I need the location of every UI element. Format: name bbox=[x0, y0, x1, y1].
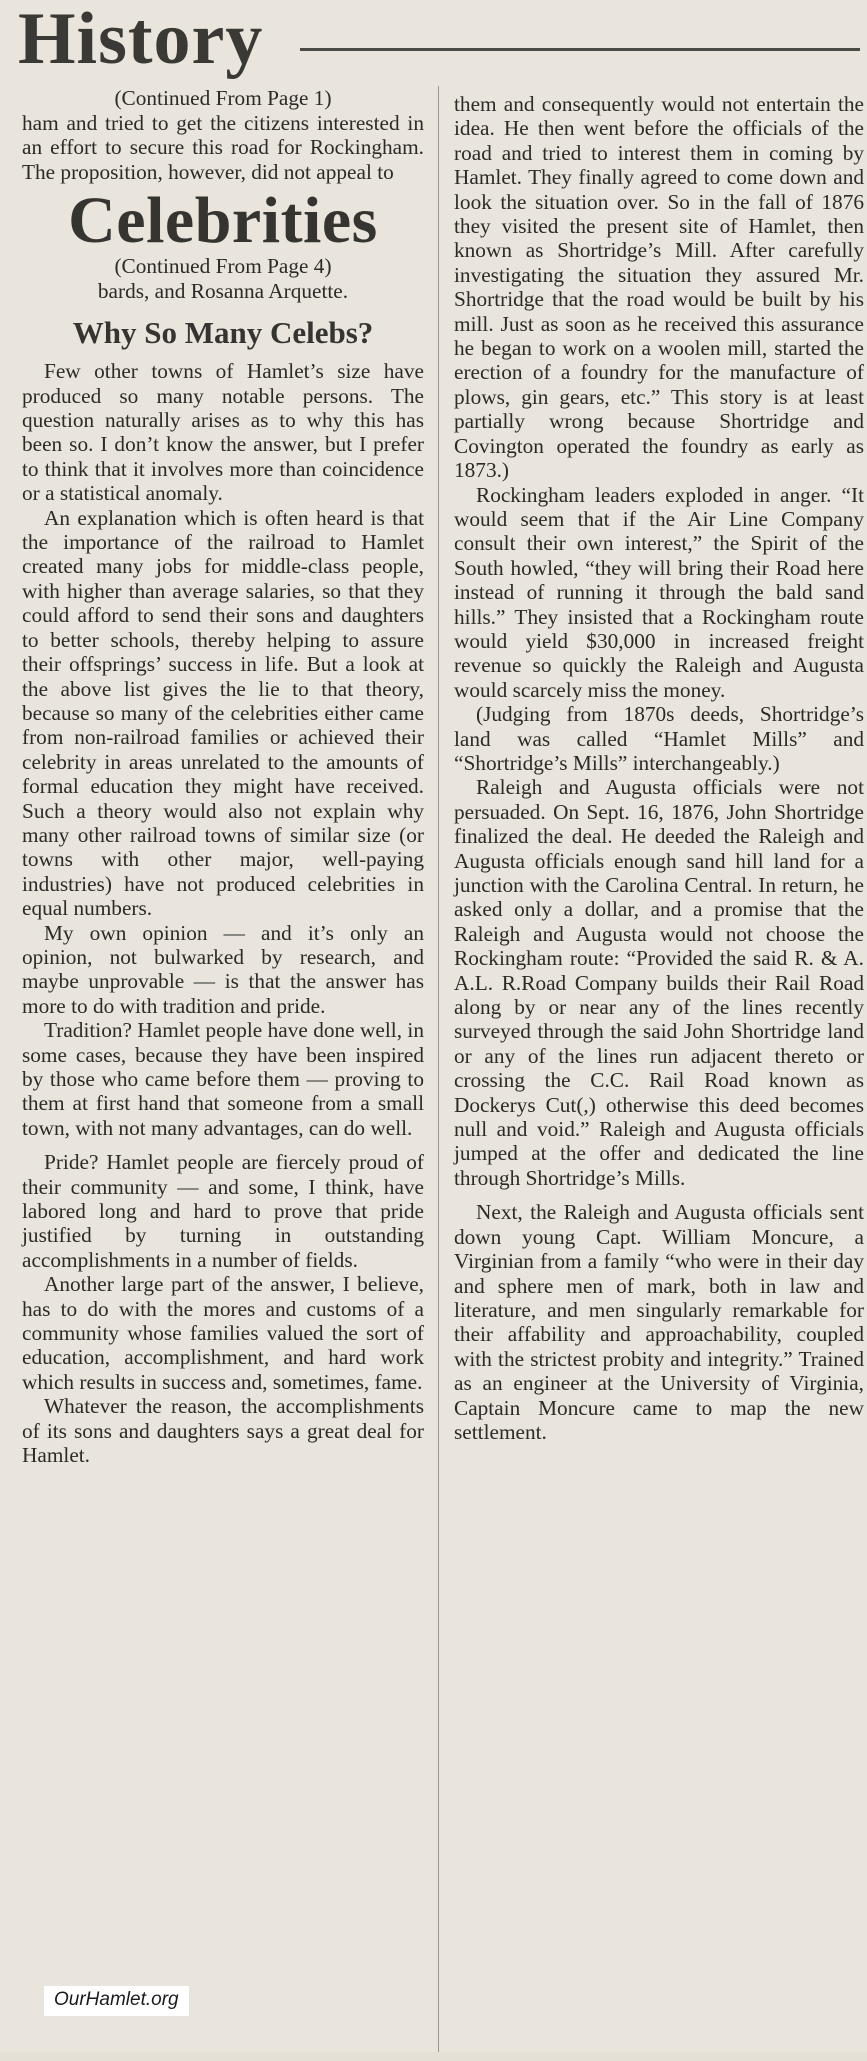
celebrities-heading: Celebrities bbox=[68, 184, 378, 258]
continued-note-history: (Continued From Page 1) bbox=[114, 86, 332, 110]
article-paragraph: An explanation which is often heard is that the importance of the railroad to Hamlet created many jobs for middle-class people, with higher than average salaries, so that they could afford to send their sons and daughters to better schools, thereby helping to assure their offsprings’ success in life. But a look at the above list gives the lie to that theory, because so many of the celebrities either came from non-railroad families or achieved their celebrity in areas unrelated to the amounts of formal education they might have received. Such a theory would also not explain why many other railroad towns of similar size (or towns with other major, well-paying industries) have not produced celebrities in equal numbers. bbox=[22, 505, 424, 921]
article-paragraph: Pride? Hamlet people are fiercely proud of their community — and some, I think, have labored long and hard to prove that pride justified by turning in outstanding accomplishments in a number of fields. bbox=[22, 1150, 424, 1272]
celebrities-lead-line: bards, and Rosanna Arquette. bbox=[97, 279, 349, 304]
section-header bbox=[18, 0, 858, 80]
left-column bbox=[22, 86, 424, 1468]
article-paragraph: Raleigh and Augusta officials were not persuaded. On Sept. 16, 1876, John Shortridge finalized the deal. He deeded the Raleigh and Augusta officials enough sand hill land for a junction with the Carolina Central. In return, he asked only a dollar, and a promise that the Raleigh and Augusta would not choose the Rockingham route: “Provided the said R. & A. A.L. R.Road Company builds their Rail Road along by or near any of the lines recently surveyed through the said John Shortridge land or any of the lines run adjacent thereto or crossing the C.C. Rail Road known as Dockerys Cut(,) otherwise this deed becomes null and void.” Raleigh and Augusta officials jumped at the offer and dedicated the line through Shortridge’s Mills. bbox=[454, 775, 864, 1190]
article-paragraph: them and consequently would not entertain the idea. He then went before the officials of the road and tried to interest them in coming by Hamlet. They finally agreed to come down and look the situation over. So in the fall of 1876 they visited the present site of Hamlet, then known as Shortridge’s Mill. After carefully investigating the situation they assured Mr. Shortridge that the road would be built by his mill. Just as soon as he received this assurance he began to work on a woolen mill, started the erection of a foundry for the manufacture of plows, gin gears, etc.” This story is at least partially wrong because Shortridge and Covington operated the foundry as early as 1873.) bbox=[454, 92, 864, 483]
right-column bbox=[454, 92, 864, 1444]
article-subhead: Why So Many Celebs? bbox=[72, 315, 374, 351]
header-rule bbox=[300, 48, 860, 51]
article-paragraph: Few other towns of Hamlet’s size have produced so many notable persons. The question naturally arises as to why this has been so. I don’t know the answer, but I prefer to think that it involves more than coincidence or a statistical anomaly. bbox=[22, 359, 424, 506]
page-title: History bbox=[18, 0, 264, 80]
article-paragraph: Whatever the reason, the accomplishments of its sons and daughters says a great deal for Hamlet. bbox=[22, 1394, 424, 1468]
article-paragraph: My own opinion — and it’s only an opinion, not bulwarked by research, and maybe unprovable — is that the answer has more to do with tradition and pride. bbox=[22, 920, 424, 1018]
continued-note-celebrities: (Continued From Page 4) bbox=[114, 254, 332, 279]
article-paragraph: Rockingham leaders exploded in anger. “It would seem that if the Air Line Company consult their own interest,” the Spirit of the South howled, “they will bring their Road here instead of running it through the bald sand hills.” They insisted that a Rockingham route would yield $30,000 in increased freight revenue so quickly the Raleigh and Augusta would scarcely miss the money. bbox=[454, 482, 864, 702]
history-continuation-paragraph: ham and tried to get the citizens interested in an effort to secure this road for Rockingham. The proposition, however, did not appeal to bbox=[22, 111, 424, 184]
article-paragraph: Tradition? Hamlet people have done well, in some cases, because they have been inspired by those who came before them — proving to them at first hand that someone from a small town, with not many advantages, can do well. bbox=[22, 1018, 424, 1140]
article-paragraph: Another large part of the answer, I believe, has to do with the mores and customs of a community whose families valued the sort of education, accomplishment, and hard work which results in success and, sometimes, fame. bbox=[22, 1272, 424, 1394]
clipping-edge bbox=[0, 2052, 867, 2061]
article-paragraph: (Judging from 1870s deeds, Shortridge’s land was called “Hamlet Mills” and “Shortridge’s Mills” interchangeably.) bbox=[454, 702, 864, 775]
column-divider bbox=[438, 86, 439, 2061]
article-paragraph: Next, the Raleigh and Augusta officials sent down young Capt. William Moncure, a Virginian from a family “who were in their day and sphere men of mark, both in law and literature, and men singularly remarkable for their affability and approachability, coupled with the strictest probity and integrity.” Trained as an engineer at the University of Virginia, Captain Moncure came to map the new settlement. bbox=[454, 1200, 864, 1444]
site-watermark: OurHamlet.org bbox=[44, 1986, 189, 2016]
